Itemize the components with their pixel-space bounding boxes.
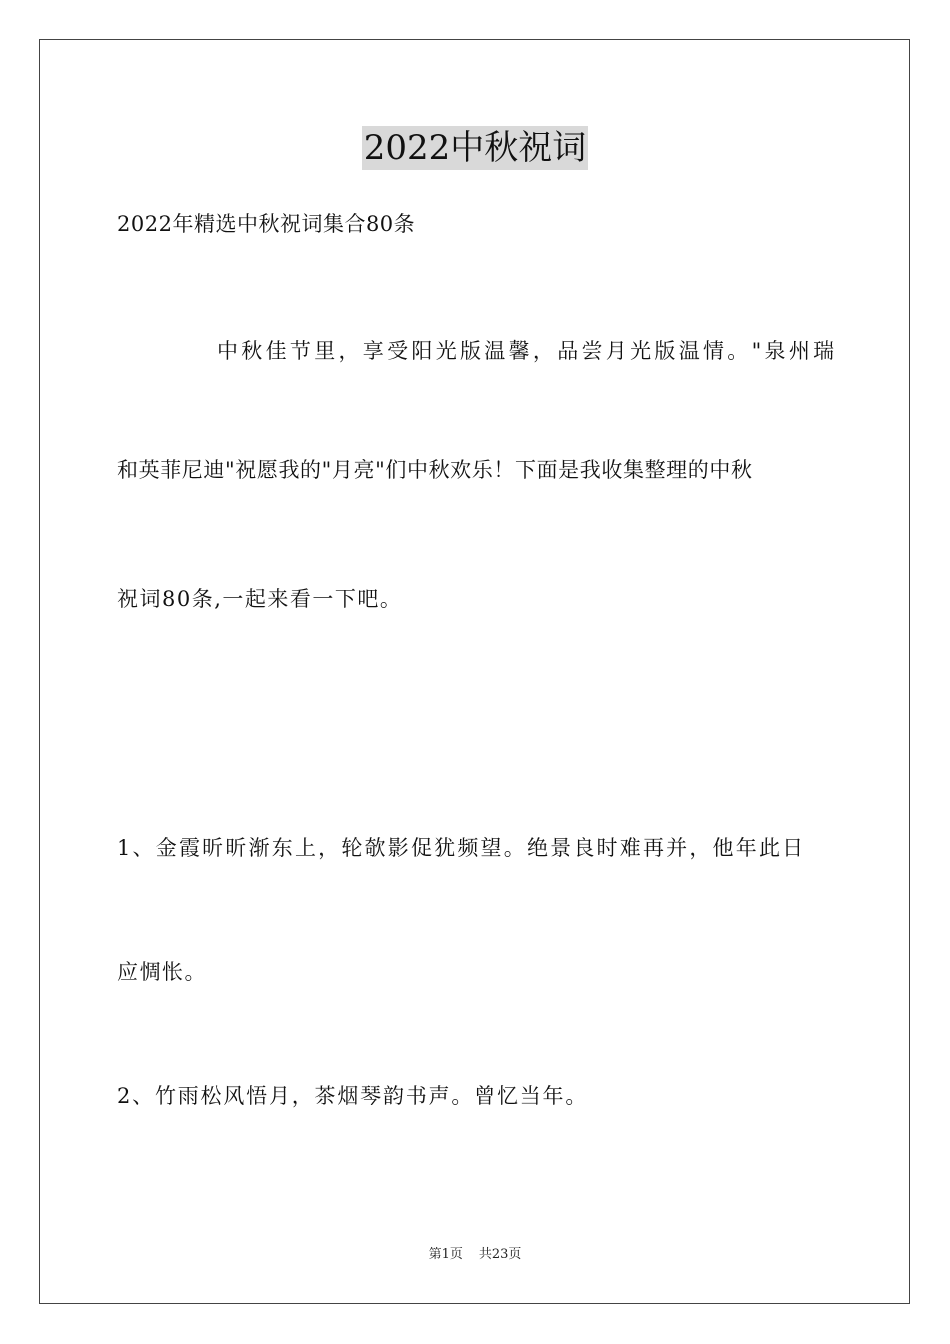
page-footer <box>0 1246 950 1264</box>
page-number: 第1页 <box>428 1247 463 1262</box>
list-item-line: 2、竹雨松风悟月，茶烟琴韵书声。曾忆当年。 <box>117 1084 589 1108</box>
list-item-line: 应惆怅。 <box>117 960 207 984</box>
intro-paragraph-line: 祝词80条,一起来看一下吧。 <box>117 587 403 611</box>
document-subtitle: 2022年精选中秋祝词集合80条 <box>117 212 416 236</box>
title-container <box>0 126 950 170</box>
document-title: 2022中秋祝词 <box>363 128 587 168</box>
intro-paragraph-line: 和英菲尼迪"祝愿我的"月亮"们中秋欢乐！下面是我收集整理的中秋 <box>117 458 753 482</box>
intro-paragraph-line: 中秋佳节里，享受阳光版温馨，品尝月光版温情。"泉州瑞 <box>217 339 838 363</box>
page-total: 共23页 <box>478 1247 522 1262</box>
list-item-line: 1、金霞昕昕渐东上，轮欹影促犹频望。绝景良时难再并，他年此日 <box>117 836 806 860</box>
